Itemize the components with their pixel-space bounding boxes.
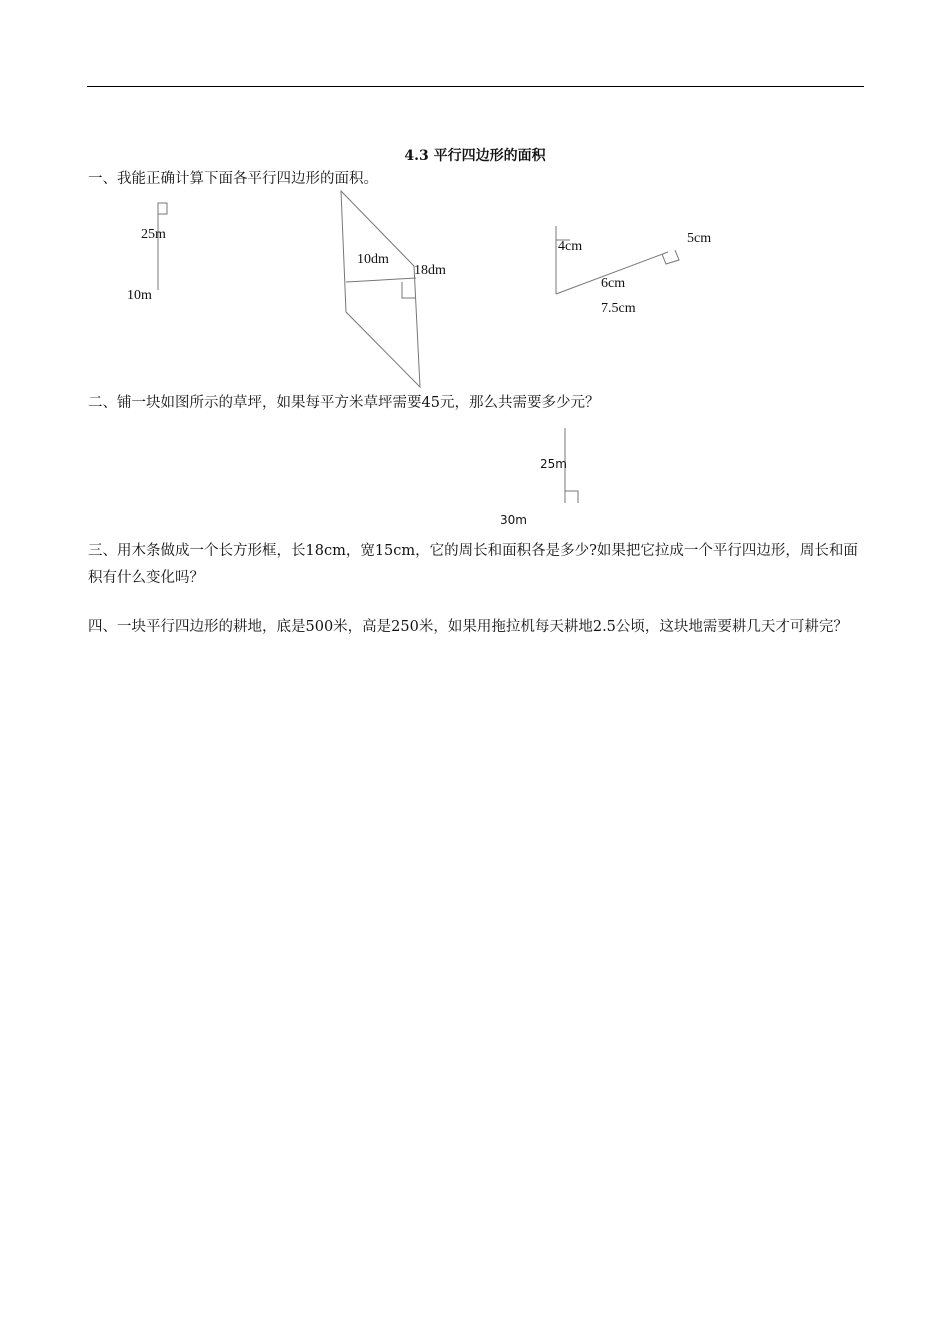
fig3-height-label: 6cm [601,276,626,291]
lawn-base-label: 30m [500,513,527,527]
figure-1-parallelogram [158,203,167,290]
question-2: 二、铺一块如图所示的草坪，如果每平方米草坪需要45元，那么共需要多少元？ [88,395,600,411]
fig3-side-b-label: 5cm [687,231,712,246]
question-1: 一、我能正确计算下面各平行四边形的面积。 [88,171,378,187]
fig2-height-label: 10dm [357,252,389,267]
fig2-side-label: 18dm [414,263,446,278]
question-4: 四、一块平行四边形的耕地，底是500米，高是250米，如果用拖拉机每天耕地2.5公顷，这块地需要耕几天才可耕完？ [88,619,848,635]
fig1-base-label: 10m [127,288,152,303]
page-title: 4.3 平行四边形的面积 [404,148,546,164]
header-rule [87,86,864,87]
fig3-base-label: 7.5cm [601,301,636,316]
fig3-side-a-label: 4cm [558,239,583,254]
lawn-height-label: 25m [540,457,567,471]
fig1-height-label: 25m [141,227,166,242]
figure-2-parallelogram [341,191,420,387]
question-3: 三、用木条做成一个长方形框，长18cm，宽15cm，它的周长和面积各是多少?如果把它拉成一个平行四边形，周长和面积有什么变化吗？ [88,543,858,586]
